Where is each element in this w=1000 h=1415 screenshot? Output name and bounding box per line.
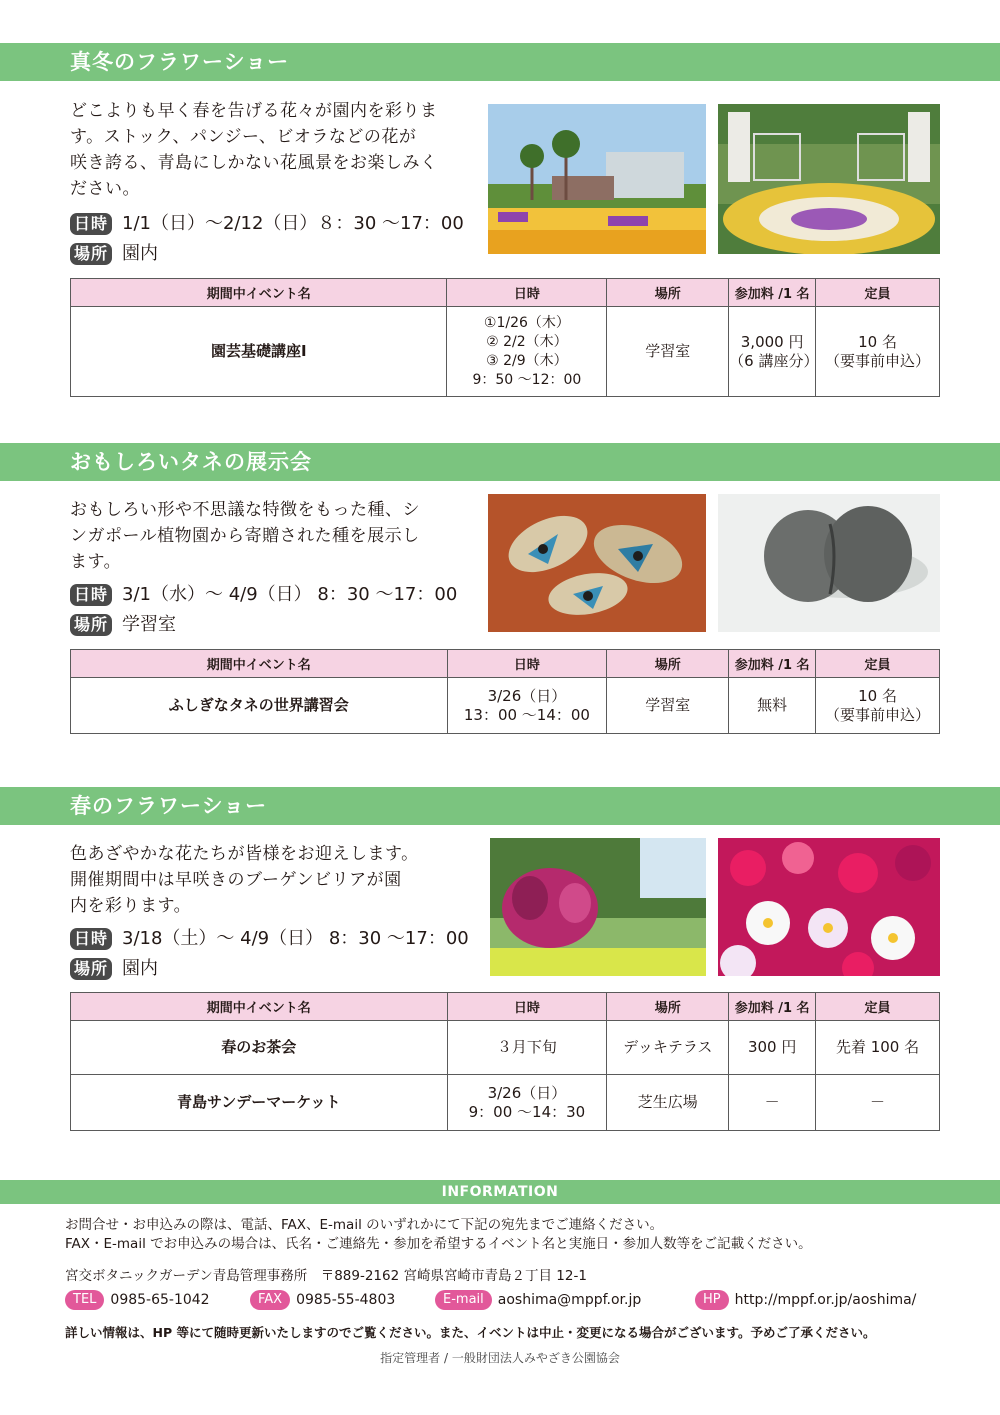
- tel-label: TEL: [65, 1290, 104, 1310]
- email-item[interactable]: [435, 1290, 695, 1310]
- section-meta: [70, 924, 469, 984]
- email-address[interactable]: aoshima@mppf.or.jp: [497, 1292, 642, 1308]
- contact-row: [65, 1290, 945, 1310]
- hp-link[interactable]: http://mppf.or.jp/aoshima/: [734, 1292, 917, 1308]
- manager-credit: 指定管理者 / 一般財団法人みやざき公園協会: [380, 1351, 620, 1365]
- event-datetime: ①1/26（木） ② 2/2（木） ③ 2/9（木） 9：50 ～12：00: [447, 307, 607, 397]
- fax-number[interactable]: 0985-55-4803: [296, 1292, 396, 1308]
- place-tag: 場所: [70, 614, 112, 636]
- notice-text: 詳しい情報は、HP 等にて随時更新いたしますのでご覧ください。また、イベントは中止・変更になる場合がございます。予めご了承ください。: [65, 1325, 876, 1340]
- hp-label: HP: [695, 1290, 729, 1310]
- date-tag: 日時: [70, 928, 112, 950]
- event-datetime: 3/26（日） 13：00 ～14：00: [447, 678, 607, 734]
- header-capacity: 定員: [816, 650, 940, 678]
- section-meta: [70, 580, 457, 640]
- event-place: 園内: [122, 243, 159, 264]
- tel-number[interactable]: 0985-65-1042: [110, 1292, 210, 1308]
- section-description: 色あざやかな花たちが皆様をお迎えします。 開催期間中は早咲きのブーゲンビリアが園 内を彩ります。: [70, 844, 419, 916]
- double-coconut-photo: [718, 494, 940, 632]
- information-heading: INFORMATION: [0, 1180, 1000, 1204]
- event-date: 3/1（水）～ 4/9（日） 8：30 ～17：00: [122, 584, 458, 605]
- event-capacity: －: [816, 1075, 940, 1131]
- event-place: デッキテラス: [607, 1021, 729, 1075]
- section-title-seed-exhibition: おもしろいタネの展示会: [0, 443, 1000, 481]
- header-capacity: 定員: [816, 993, 940, 1021]
- fax-item[interactable]: [250, 1290, 435, 1310]
- header-place: 場所: [607, 650, 729, 678]
- event-table: [70, 992, 940, 1131]
- table-row: [71, 1075, 940, 1131]
- header-datetime: 日時: [447, 993, 607, 1021]
- event-date: 3/18（土）～ 4/9（日） 8：30 ～17：00: [122, 928, 469, 949]
- event-fee: 3,000 円 （6 講座分）: [729, 307, 816, 397]
- place-tag: 場所: [70, 958, 112, 980]
- event-place: 学習室: [607, 678, 729, 734]
- event-place: 園内: [122, 958, 159, 979]
- header-place: 場所: [607, 279, 729, 307]
- header-datetime: 日時: [447, 650, 607, 678]
- ice-plant-photo: [718, 838, 940, 976]
- table-row: [71, 1021, 940, 1075]
- section-meta: [70, 209, 464, 269]
- event-date: 1/1（日）～2/12（日）８：30 ～17：00: [122, 213, 464, 234]
- tel-item[interactable]: [65, 1290, 250, 1310]
- header-fee: 参加料 /1 名: [729, 650, 816, 678]
- event-place: 学習室: [607, 307, 729, 397]
- event-fee: 無料: [729, 678, 816, 734]
- event-datetime: ３月下旬: [447, 1021, 607, 1075]
- event-place: 学習室: [122, 614, 177, 635]
- fax-label: FAX: [250, 1290, 290, 1310]
- event-capacity: 10 名 （要事前申込）: [816, 307, 940, 397]
- info-line-2: FAX・E-mail でお申込みの場合は、氏名・ご連絡先・参加を希望するイベント名と実施日・参加人数等をご記載ください。: [65, 1236, 812, 1252]
- header-fee: 参加料 /1 名: [729, 279, 816, 307]
- event-capacity: 先着 100 名: [816, 1021, 940, 1075]
- place-tag: 場所: [70, 243, 112, 265]
- event-table: [70, 649, 940, 734]
- email-label: E-mail: [435, 1290, 492, 1310]
- table-row: [71, 678, 940, 734]
- seed-pods-photo: [488, 494, 706, 632]
- event-name: ふしぎなタネの世界講習会: [71, 678, 448, 734]
- office-address: 宮交ボタニックガーデン青島管理事務所 〒889-2162 宮崎県宮崎市青島２丁目 12-1: [65, 1268, 587, 1284]
- header-datetime: 日時: [447, 279, 607, 307]
- date-tag: 日時: [70, 213, 112, 235]
- event-place: 芝生広場: [607, 1075, 729, 1131]
- event-fee: 300 円: [729, 1021, 816, 1075]
- table-row: [71, 307, 940, 397]
- header-capacity: 定員: [816, 279, 940, 307]
- section-title-winter-flower-show: 真冬のフラワーショー: [0, 43, 1000, 81]
- header-event-name: 期間中イベント名: [71, 650, 448, 678]
- event-name: 青島サンデーマーケット: [71, 1075, 448, 1131]
- bougainvillea-photo: [490, 838, 706, 976]
- section-description: どこよりも早く春を告げる花々が園内を彩りま す。ストック、パンジー、ビオラなどの花が 咲き誇る、青島にしかない花風景をお楽しみく ださい。: [70, 101, 438, 199]
- header-fee: 参加料 /1 名: [729, 993, 816, 1021]
- event-capacity: 10 名 （要事前申込）: [816, 678, 940, 734]
- section-title-spring-flower-show: 春のフラワーショー: [0, 787, 1000, 825]
- event-table: [70, 278, 940, 397]
- header-place: 場所: [607, 993, 729, 1021]
- event-name: 園芸基礎講座Ⅰ: [71, 307, 447, 397]
- information-text: [65, 1216, 955, 1254]
- date-tag: 日時: [70, 584, 112, 606]
- info-line-1: お問合せ・お申込みの際は、電話、FAX、E-mail のいずれかにて下記の宛先までご連絡ください。: [65, 1217, 664, 1233]
- greenhouse-photo: [488, 104, 706, 254]
- event-name: 春のお茶会: [71, 1021, 448, 1075]
- hp-item[interactable]: [695, 1290, 916, 1310]
- flower-circle-photo: [718, 104, 940, 254]
- header-event-name: 期間中イベント名: [71, 279, 447, 307]
- event-fee: －: [729, 1075, 816, 1131]
- header-event-name: 期間中イベント名: [71, 993, 448, 1021]
- event-datetime: 3/26（日） 9：00 ～14：30: [447, 1075, 607, 1131]
- section-description: おもしろい形や不思議な特徴をもった種、シ ンガポール植物園から寄贈された種を展示し ます。: [70, 500, 420, 572]
